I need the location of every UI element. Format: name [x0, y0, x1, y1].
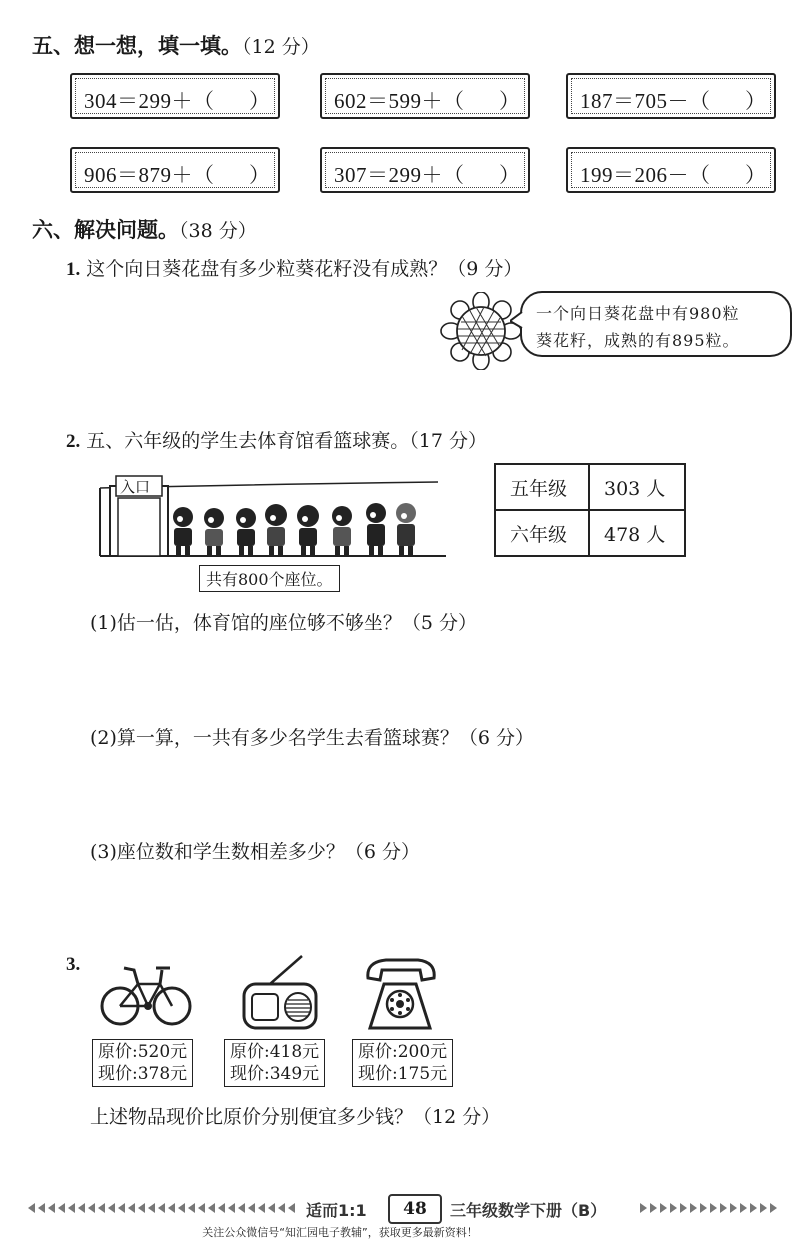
- original-price: 原价:418元: [230, 1042, 320, 1062]
- question-2: [66, 426, 487, 453]
- price-box: [352, 1039, 453, 1087]
- equation-text: 187＝705－（ ）: [580, 89, 767, 113]
- equation-text: 602＝599＋（ ）: [334, 89, 521, 113]
- question-number: 2.: [66, 431, 81, 452]
- section6-score: （38 分）: [179, 220, 257, 242]
- seats-label: 共有800个座位。: [199, 565, 340, 592]
- current-price: 现价:175元: [358, 1064, 448, 1084]
- footer-page-label: 适而1:1: [306, 1201, 367, 1220]
- bubble-line-1: 一个向日葵花盘中有980粒: [536, 304, 740, 323]
- question-3: [66, 953, 86, 976]
- bubble-line-2: 葵花籽，成熟的有895粒。: [536, 331, 740, 350]
- current-price: 现价:349元: [230, 1064, 320, 1084]
- footer-book-title: 三年级数学下册（B）: [450, 1201, 607, 1220]
- count-cell: 478 人: [589, 510, 685, 556]
- section6-heading: [32, 214, 257, 244]
- question-text: 这个向日葵花盘有多少粒葵花籽没有成熟？（9 分）: [86, 258, 523, 280]
- equation-box[interactable]: [566, 73, 776, 119]
- question-number: 3.: [66, 954, 81, 975]
- bubble-tail: [510, 312, 526, 330]
- sub-question-3: (3)座位数和学生数相差多少？（6 分）: [90, 841, 421, 863]
- table-row: [495, 464, 685, 510]
- equation-box[interactable]: [70, 147, 280, 193]
- entrance-label: 入口: [120, 478, 151, 496]
- footer-page-number: 48: [388, 1194, 442, 1224]
- equation-box[interactable]: [70, 73, 280, 119]
- price-box: [224, 1039, 325, 1087]
- gym-illustration: [98, 468, 448, 564]
- radio-icon: [240, 954, 320, 1034]
- section5-score: （12 分）: [242, 36, 320, 58]
- footer-note: 关注公众微信号“知汇园电子教辅”，获取更多最新资料！: [202, 1226, 478, 1239]
- telephone-icon: [360, 954, 440, 1034]
- sub-question-1: (1)估一估，体育馆的座位够不够坐？（5 分）: [90, 612, 478, 634]
- equation-box[interactable]: [566, 147, 776, 193]
- sunflower-icon: [440, 292, 522, 370]
- grade-table: [494, 463, 686, 557]
- question-1: [66, 254, 522, 281]
- section6-title: 六、解决问题。: [32, 218, 179, 242]
- original-price: 原价:200元: [358, 1042, 448, 1062]
- question-text: 五、六年级的学生去体育馆看篮球赛。（17 分）: [86, 430, 487, 452]
- section5-title: 五、想一想，填一填。: [32, 34, 242, 58]
- current-price: 现价:378元: [98, 1064, 188, 1084]
- equation-text: 199＝206－（ ）: [580, 163, 767, 187]
- grade-cell: 六年级: [495, 510, 589, 556]
- equation-text: 304＝299＋（ ）: [84, 89, 271, 113]
- original-price: 原价:520元: [98, 1042, 188, 1062]
- equation-box[interactable]: [320, 73, 530, 119]
- equation-text: 307＝299＋（ ）: [334, 163, 521, 187]
- count-cell: 303 人: [589, 464, 685, 510]
- speech-bubble: [520, 291, 792, 357]
- question-3-text: 上述物品现价比原价分别便宜多少钱？（12 分）: [90, 1106, 501, 1128]
- sub-question-2: (2)算一算，一共有多少名学生去看篮球赛？（6 分）: [90, 727, 535, 749]
- equation-box[interactable]: [320, 147, 530, 193]
- equation-text: 906＝879＋（ ）: [84, 163, 271, 187]
- grade-cell: 五年级: [495, 464, 589, 510]
- bicycle-icon: [98, 956, 194, 1032]
- section5-heading: [32, 30, 320, 60]
- table-row: [495, 510, 685, 556]
- question-number: 1.: [66, 259, 81, 280]
- price-box: [92, 1039, 193, 1087]
